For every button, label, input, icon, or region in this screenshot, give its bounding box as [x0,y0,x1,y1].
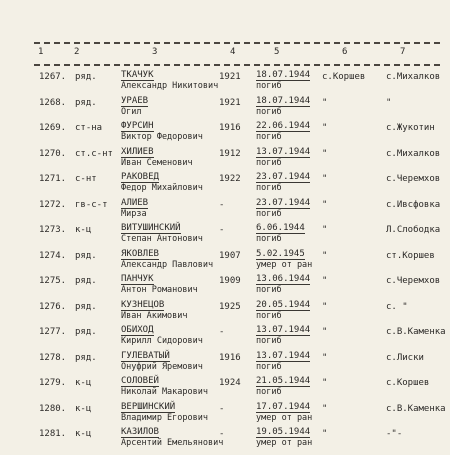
record-given-names: Александр Павлович [121,259,214,270]
record-number: 1272. [39,199,67,210]
record-burial-place: " [322,97,328,108]
record-number: 1267. [39,72,67,82]
record-burial-place: " [322,174,328,184]
table-row [0,325,450,353]
record-birth-year: 1907 [219,250,241,261]
record-rank: ряд. [75,301,97,312]
record-rank: гв-с-т [75,199,108,210]
record-rank: к-ц [75,403,92,414]
record-status: погиб [256,132,282,142]
record-burial-place: с.Коршев [322,72,366,82]
record-number: 1280. [39,403,67,414]
record-surname: ФУРСИН [121,121,154,131]
record-village: с.В.Каменка [386,327,446,337]
record-status: погиб [256,157,282,168]
column-header [34,42,440,66]
record-death-date: 6.06.1944 [256,223,305,233]
record-rank: ряд. [75,327,97,337]
record-status: погиб [256,106,282,117]
record-rank: ряд. [75,352,97,363]
record-death-date: 13.07.1944 [256,350,311,361]
record-birth-year: 1924 [219,378,241,388]
record-rank: ст.с-нт [75,148,113,159]
record-number: 1269. [39,123,67,133]
record-number: 1274. [39,250,67,261]
header-col-6: 6 [342,47,348,57]
record-birth-year: - [219,225,225,235]
header-col-2: 2 [74,47,80,57]
header-col-3: 3 [152,47,158,57]
table-row [0,376,450,404]
record-rank: к-ц [75,225,92,235]
record-surname: АЛИЕВ [121,197,149,208]
record-village: с.Черемхов [386,276,441,286]
record-status: погиб [256,285,282,295]
record-number: 1275. [39,276,67,286]
record-number: 1281. [39,429,67,439]
record-burial-place: " [322,276,328,286]
record-village: с.Жукотин [386,123,435,133]
record-death-date: 20.05.1944 [256,299,311,310]
record-birth-year: - [219,403,225,414]
record-burial-place: " [322,403,328,414]
table-row [0,147,450,175]
record-rank: к-ц [75,378,92,388]
record-village: Л.Слободка [386,225,441,235]
record-burial-place: " [322,148,328,159]
record-death-date: 17.07.1944 [256,401,311,412]
record-birth-year: 1916 [219,352,241,363]
record-surname: СОЛОВЕЙ [121,376,159,386]
record-birth-year: 1909 [219,276,241,286]
table-row [0,427,450,455]
record-number: 1278. [39,352,67,363]
record-status: погиб [256,208,282,219]
record-given-names: Владимир Егорович [121,412,208,423]
record-number: 1270. [39,148,67,159]
table-row [0,300,450,328]
record-rank: ряд. [75,250,97,261]
table-row [0,96,450,124]
record-status: погиб [256,183,282,193]
record-given-names: Николай Макарович [121,387,208,397]
record-surname: ГУЛЕВАТЫЙ [121,350,170,361]
record-rank: ряд. [75,276,97,286]
table-row [0,121,450,149]
record-village: с.В.Каменка [386,403,446,414]
record-burial-place: " [322,327,328,337]
record-birth-year: - [219,199,225,210]
record-surname: ПАНЧУК [121,274,154,284]
record-death-date: 22.06.1944 [256,121,311,131]
header-col-5: 5 [274,47,280,57]
record-given-names: Арсентий Емельянович [121,438,224,448]
record-village: с.Михалков [386,148,441,159]
record-burial-place: " [322,123,328,133]
record-birth-year: 1925 [219,301,241,312]
record-burial-place: " [322,378,328,388]
record-village: -"- [386,429,403,439]
record-birth-year: 1916 [219,123,241,133]
record-death-date: 19.05.1944 [256,427,311,437]
record-birth-year: 1922 [219,174,241,184]
record-village: " [386,97,392,108]
record-burial-place: " [322,199,328,210]
record-given-names: Антон Романович [121,285,198,295]
record-number: 1279. [39,378,67,388]
record-status: погиб [256,387,282,397]
record-village: с.Черемхов [386,174,441,184]
table-row [0,402,450,430]
record-surname: ЯКОВЛЕВ [121,248,159,259]
record-death-date: 18.07.1944 [256,70,311,80]
record-rank: ряд. [75,97,97,108]
record-status: умер от ран [256,259,313,270]
record-birth-year: - [219,327,225,337]
table-row [0,351,450,379]
record-village: ст.Коршев [386,250,435,261]
record-birth-year: 1912 [219,148,241,159]
record-village: с.Михалков [386,72,441,82]
record-surname: КАЗИЛОВ [121,427,159,437]
record-number: 1273. [39,225,67,235]
record-number: 1268. [39,97,67,108]
record-surname: ВИТУШИНСКИЙ [121,223,181,233]
record-given-names: Онуфрий Яремович [121,361,203,372]
record-burial-place: " [322,225,328,235]
record-rank: ряд. [75,72,97,82]
table-row [0,274,450,302]
record-given-names: Огил [121,106,142,117]
record-surname: ХИЛИЕВ [121,146,154,157]
record-status: погиб [256,310,282,321]
record-given-names: Степан Антонович [121,234,203,244]
record-status: погиб [256,234,282,244]
record-death-date: 23.07.1944 [256,172,311,182]
record-number: 1271. [39,174,67,184]
record-birth-year: 1921 [219,97,241,108]
record-village: с.Ивсфовка [386,199,441,210]
header-col-1: 1 [38,47,44,57]
record-death-date: 13.07.1944 [256,146,311,157]
record-village: с.Лиски [386,352,424,363]
record-death-date: 13.06.1944 [256,274,311,284]
record-given-names: Мирза [121,208,147,219]
record-surname: ВЕРШИНСКИЙ [121,401,176,412]
record-number: 1277. [39,327,67,337]
record-village: с.Коршев [386,378,430,388]
record-status: погиб [256,81,282,91]
table-row [0,70,450,98]
record-death-date: 18.07.1944 [256,95,311,106]
record-status: умер от ран [256,438,313,448]
record-given-names: Александр Никитович [121,81,219,91]
record-burial-place: " [322,352,328,363]
header-col-4: 4 [230,47,236,57]
record-burial-place: " [322,429,328,439]
table-row [0,198,450,226]
record-number: 1276. [39,301,67,312]
record-given-names: Федор Михайлович [121,183,203,193]
record-surname: УРАЕВ [121,95,149,106]
record-burial-place: " [322,301,328,312]
record-village: с. " [386,301,408,312]
record-rank: ст-на [75,123,103,133]
record-death-date: 13.07.1944 [256,325,311,335]
table-row [0,249,450,277]
record-status: погиб [256,336,282,346]
record-rank: с-нт [75,174,97,184]
table-row [0,172,450,200]
record-status: умер от ран [256,412,313,423]
record-rank: к-ц [75,429,92,439]
record-surname: ТКАЧУК [121,70,154,80]
record-given-names: Кирилл Сидорович [121,336,203,346]
table-row [0,223,450,251]
record-surname: ОБИХОД [121,325,154,335]
record-status: погиб [256,361,282,372]
header-col-7: 7 [400,47,406,57]
record-death-date: 5.02.1945 [256,248,305,259]
record-given-names: Иван Акимович [121,310,188,321]
record-surname: КУЗНЕЦОВ [121,299,165,310]
record-birth-year: 1921 [219,72,241,82]
record-death-date: 21.05.1944 [256,376,311,386]
record-surname: РАКОВЕД [121,172,159,182]
record-burial-place: " [322,250,328,261]
record-death-date: 23.07.1944 [256,197,311,208]
record-birth-year: - [219,429,225,439]
record-given-names: Виктор Федорович [121,132,203,142]
record-given-names: Иван Семенович [121,157,193,168]
